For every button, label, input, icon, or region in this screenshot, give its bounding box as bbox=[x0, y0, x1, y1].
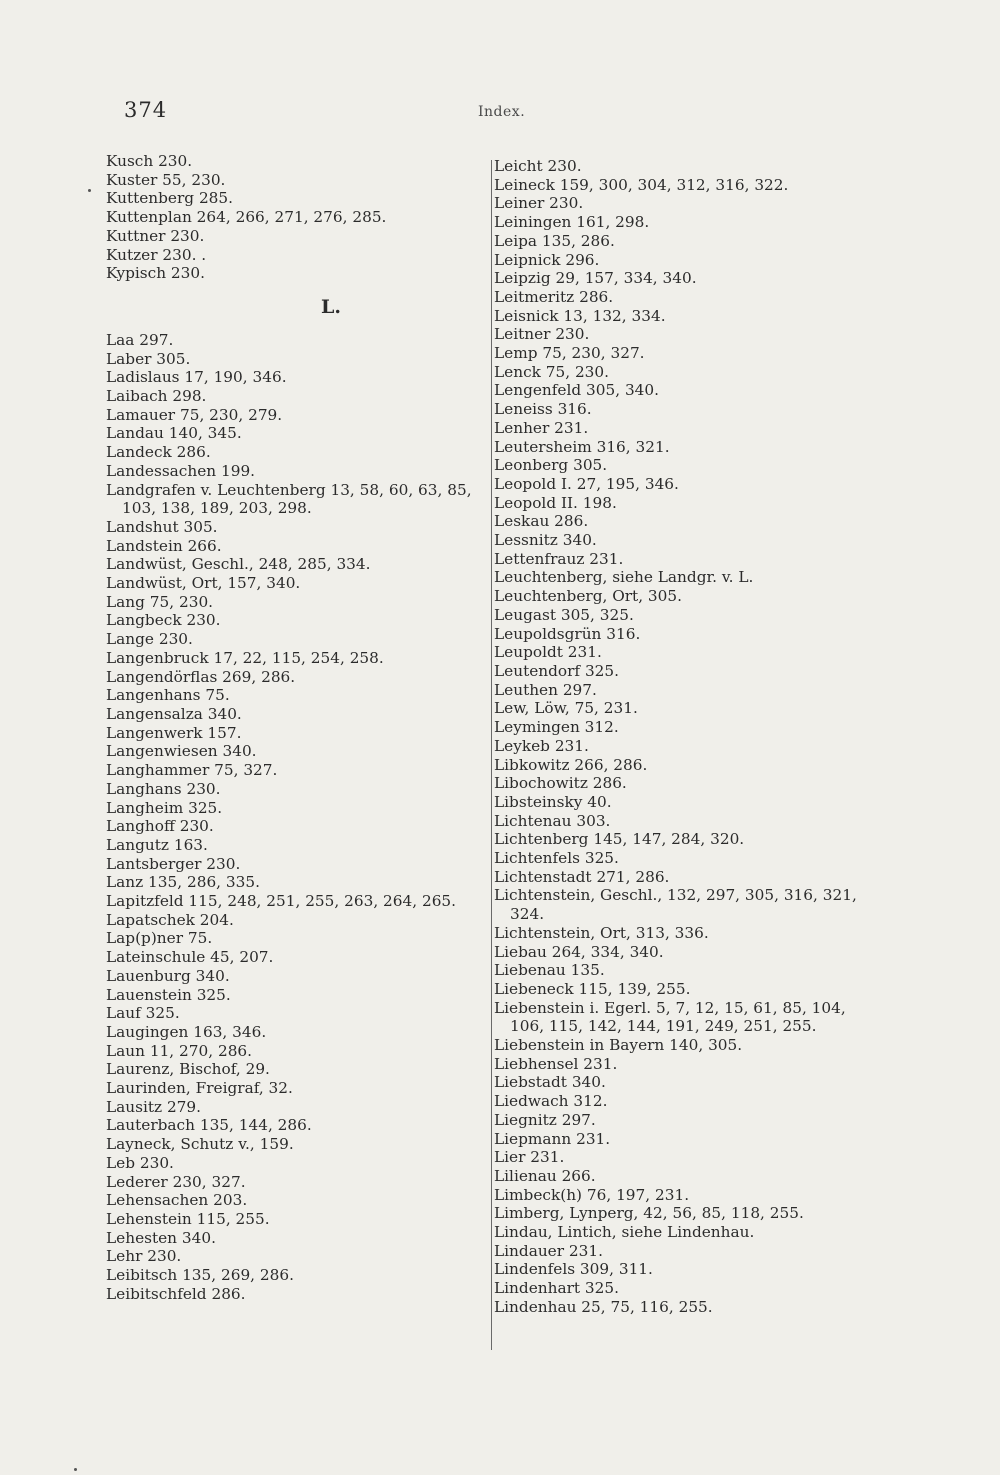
index-entry: Lichtenstein, Ort, 313, 336. bbox=[494, 923, 709, 942]
index-entry: Lichtenau 303. bbox=[494, 811, 611, 830]
page-number: 374 bbox=[124, 98, 168, 122]
index-entry: Lang 75, 230. bbox=[106, 592, 214, 611]
index-entry: Landau 140, 345. bbox=[106, 424, 242, 443]
index-entry: Langbeck 230. bbox=[106, 611, 221, 630]
index-entry: Langenbruck 17, 22, 115, 254, 258. bbox=[106, 648, 384, 667]
index-entry: Lamauer 75, 230, 279. bbox=[106, 405, 283, 424]
index-entry: Liedwach 312. bbox=[494, 1092, 608, 1111]
index-entry: Leskau 286. bbox=[494, 512, 589, 531]
index-entry: Leutendorf 325. bbox=[494, 661, 620, 680]
index-entry: Liegnitz 297. bbox=[494, 1110, 596, 1129]
index-entry: Layneck, Schutz v., 159. bbox=[106, 1135, 294, 1154]
index-entry: Lessnitz 340. bbox=[494, 531, 597, 550]
index-entry: Lauf 325. bbox=[106, 1004, 180, 1023]
print-speck bbox=[88, 189, 91, 192]
print-speck bbox=[74, 1468, 77, 1471]
index-entry: Lenck 75, 230. bbox=[494, 362, 610, 381]
index-entry: Landeck 286. bbox=[106, 443, 211, 462]
entries-l-block bbox=[106, 331, 486, 1304]
index-entry: Leb 230. bbox=[106, 1153, 174, 1172]
index-entry: Leutersheim 316, 321. bbox=[494, 437, 670, 456]
index-entry: Leibitschfeld 286. bbox=[106, 1284, 246, 1303]
entries-k-block bbox=[106, 152, 486, 283]
entries-right-block bbox=[494, 157, 874, 1317]
index-entry: Lehenstein 115, 255. bbox=[106, 1209, 270, 1228]
index-entry: Lateinschule 45, 207. bbox=[106, 948, 274, 967]
index-entry: Lew, Löw, 75, 231. bbox=[494, 699, 638, 718]
index-entry: Langendörflas 269, 286. bbox=[106, 667, 296, 686]
index-entry: Langenwerk 157. bbox=[106, 723, 242, 742]
index-entry: Liebeneck 115, 139, 255. bbox=[494, 979, 691, 998]
index-entry: Lichtenstadt 271, 286. bbox=[494, 867, 670, 886]
index-entry: Leuchtenberg, Ort, 305. bbox=[494, 587, 682, 606]
index-entry: Liebenstein i. Egerl. 5, 7, 12, 15, 61, 85, 104, 106, 115, 142, 144, 191, 249, 251, 255. bbox=[494, 998, 846, 1036]
index-entry: Laun 11, 270, 286. bbox=[106, 1041, 253, 1060]
index-entry: Ladislaus 17, 190, 346. bbox=[106, 368, 287, 387]
index-entry: Langensalza 340. bbox=[106, 704, 242, 723]
index-entry: Lausitz 279. bbox=[106, 1097, 202, 1116]
index-entry: Limbeck(h) 76, 197, 231. bbox=[494, 1185, 690, 1204]
index-entry: Leopold I. 27, 195, 346. bbox=[494, 474, 679, 493]
index-entry: Leitmeritz 286. bbox=[494, 287, 614, 306]
index-entry: Leipa 135, 286. bbox=[494, 231, 615, 250]
index-entry: Langenwiesen 340. bbox=[106, 742, 257, 761]
index-entry: Leuchtenberg, siehe Landgr. v. L. bbox=[494, 568, 754, 587]
index-entry: Liebenstein in Bayern 140, 305. bbox=[494, 1036, 743, 1055]
index-entry: Landstein 266. bbox=[106, 536, 222, 555]
index-entry: Leneiss 316. bbox=[494, 400, 592, 419]
index-entry: Lindauer 231. bbox=[494, 1241, 603, 1260]
index-entry: Lehesten 340. bbox=[106, 1228, 216, 1247]
index-entry: Libochowitz 286. bbox=[494, 774, 627, 793]
index-entry: Lindenhau 25, 75, 116, 255. bbox=[494, 1297, 713, 1316]
index-entry: Langenhans 75. bbox=[106, 686, 230, 705]
index-entry: Lenher 231. bbox=[494, 418, 589, 437]
index-entry: Landshut 305. bbox=[106, 517, 218, 536]
index-entry: Lehensachen 203. bbox=[106, 1191, 248, 1210]
index-entry: Kypisch 230. bbox=[106, 264, 205, 283]
index-entry: Lindau, Lintich, siehe Lindenhau. bbox=[494, 1223, 755, 1242]
index-entry: Kuster 55, 230. bbox=[106, 170, 226, 189]
index-entry: Kusch 230. bbox=[106, 152, 193, 170]
index-entry: Langutz 163. bbox=[106, 835, 208, 854]
index-entry: Laurinden, Freigraf, 32. bbox=[106, 1079, 293, 1098]
index-entry: Lilienau 266. bbox=[494, 1166, 596, 1185]
index-entry: Langheim 325. bbox=[106, 798, 223, 817]
index-entry: Leonberg 305. bbox=[494, 456, 608, 475]
index-entry: Kuttner 230. bbox=[106, 226, 205, 245]
index-entry: Langhammer 75, 327. bbox=[106, 761, 278, 780]
index-entry: Leykeb 231. bbox=[494, 736, 589, 755]
index-entry: Lengenfeld 305, 340. bbox=[494, 381, 660, 400]
index-entry: Leugast 305, 325. bbox=[494, 605, 634, 624]
index-entry: Leupoldsgrün 316. bbox=[494, 624, 641, 643]
index-entry: Langhans 230. bbox=[106, 779, 221, 798]
index-entry: Lichtenstein, Geschl., 132, 297, 305, 316, 321, 324. bbox=[494, 886, 857, 924]
index-entry: Libkowitz 266, 286. bbox=[494, 755, 648, 774]
index-entry: Laibach 298. bbox=[106, 387, 207, 406]
index-entry: Leupoldt 231. bbox=[494, 643, 602, 662]
index-entry: Lichtenberg 145, 147, 284, 320. bbox=[494, 830, 745, 849]
index-entry: Kutzer 230. . bbox=[106, 245, 207, 264]
index-entry: Leuthen 297. bbox=[494, 680, 597, 699]
index-entry: Leicht 230. bbox=[494, 157, 582, 175]
index-entry: Lederer 230, 327. bbox=[106, 1172, 246, 1191]
index-entry: Lange 230. bbox=[106, 630, 193, 649]
index-entry: Leipnick 296. bbox=[494, 250, 600, 269]
index-entry: Libsteinsky 40. bbox=[494, 792, 612, 811]
index-column-left bbox=[106, 152, 486, 1303]
index-entry: Lapitzfeld 115, 248, 251, 255, 263, 264, 265. bbox=[106, 892, 457, 911]
index-entry: Leisnick 13, 132, 334. bbox=[494, 306, 666, 325]
index-entry: Leipzig 29, 157, 334, 340. bbox=[494, 269, 697, 288]
section-letter-heading: L. bbox=[321, 295, 341, 318]
index-entry: Landgrafen v. Leuchtenberg 13, 58, 60, 63, 85, 103, 138, 189, 203, 298. bbox=[106, 480, 472, 518]
index-entry: Landwüst, Geschl., 248, 285, 334. bbox=[106, 555, 371, 574]
index-entry: Leymingen 312. bbox=[494, 718, 619, 737]
index-entry: Langhoff 230. bbox=[106, 817, 214, 836]
index-entry: Kuttenplan 264, 266, 271, 276, 285. bbox=[106, 208, 387, 227]
index-entry: Lauenstein 325. bbox=[106, 985, 231, 1004]
index-entry: Limberg, Lynperg, 42, 56, 85, 118, 255. bbox=[494, 1204, 804, 1223]
index-entry: Leiner 230. bbox=[494, 194, 584, 213]
index-entry: Leibitsch 135, 269, 286. bbox=[106, 1266, 294, 1285]
index-entry: Leiningen 161, 298. bbox=[494, 213, 650, 232]
index-entry: Liebstadt 340. bbox=[494, 1073, 606, 1092]
column-divider bbox=[491, 160, 492, 1350]
index-entry: Leopold II. 198. bbox=[494, 493, 617, 512]
index-entry: Laugingen 163, 346. bbox=[106, 1022, 267, 1041]
index-entry: Liebenau 135. bbox=[494, 961, 605, 980]
index-entry: Lindenhart 325. bbox=[494, 1279, 619, 1298]
index-entry: Lindenfels 309, 311. bbox=[494, 1260, 653, 1279]
index-entry: Lettenfrauz 231. bbox=[494, 549, 624, 568]
index-entry: Lauterbach 135, 144, 286. bbox=[106, 1116, 312, 1135]
index-entry: Lapatschek 204. bbox=[106, 910, 234, 929]
index-column-right bbox=[494, 157, 874, 1317]
index-entry: Liepmann 231. bbox=[494, 1129, 611, 1148]
index-entry: Liebau 264, 334, 340. bbox=[494, 942, 664, 961]
index-entry: Lauenburg 340. bbox=[106, 966, 230, 985]
index-entry: Kuttenberg 285. bbox=[106, 189, 234, 208]
index-entry: Lanz 135, 286, 335. bbox=[106, 873, 260, 892]
index-entry: Lehr 230. bbox=[106, 1247, 182, 1266]
index-entry: Landwüst, Ort, 157, 340. bbox=[106, 574, 301, 593]
index-entry: Lichtenfels 325. bbox=[494, 849, 619, 868]
index-entry: Liebhensel 231. bbox=[494, 1054, 618, 1073]
index-entry: Leitner 230. bbox=[494, 325, 590, 344]
index-entry: Lap(p)ner 75. bbox=[106, 929, 213, 948]
running-head: Index. bbox=[478, 104, 526, 120]
index-entry: Laber 305. bbox=[106, 349, 191, 368]
index-entry: Lantsberger 230. bbox=[106, 854, 241, 873]
index-entry: Lemp 75, 230, 327. bbox=[494, 344, 645, 363]
index-entry: Landessachen 199. bbox=[106, 461, 256, 480]
index-entry: Laurenz, Bischof, 29. bbox=[106, 1060, 270, 1079]
index-entry: Lier 231. bbox=[494, 1148, 565, 1167]
index-entry: Laa 297. bbox=[106, 330, 174, 349]
index-entry: Leineck 159, 300, 304, 312, 316, 322. bbox=[494, 175, 789, 194]
